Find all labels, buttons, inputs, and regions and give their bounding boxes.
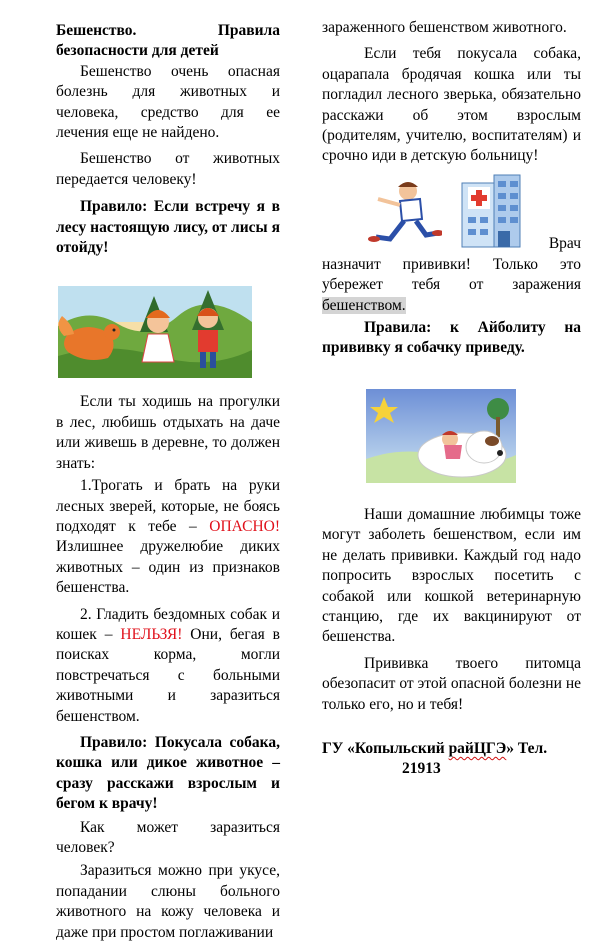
highlighted-word: бешенством. <box>322 296 406 314</box>
protection-paragraph: Прививка твоего питомца обезопасит от этой опасной болезни не только его, но и тебя! <box>322 654 581 713</box>
warning-nelzya: НЕЛЬЗЯ! <box>120 625 183 643</box>
intro-paragraph: Бешенство очень опасная болезнь для животных и человека, средство для ее лечения еще не найдено. <box>56 62 280 142</box>
footer-organization: ГУ «Копыльский райЦГЭ» Тел. <box>322 739 548 757</box>
rule-bite: Правило: Покусала собака, кошка или дикое животное – сразу расскажи взрослым и бегом к врачу! <box>56 733 280 813</box>
continued-paragraph: зараженного бешенством животного. <box>322 19 567 36</box>
footer-phone: 21913 <box>402 760 441 778</box>
pets-paragraph: Наши домашние любимцы тоже могут заболеть бешенством, если им не делать прививки. Каждый год надо попросить взрослых посетить с собакой или кошкой ветеринарную станцию, где их вакцинируют от бешенства. <box>322 505 581 646</box>
children-fox-illustration <box>58 286 252 378</box>
title-subline: безопасности для детей <box>56 42 219 60</box>
doctor-illustration-row <box>322 171 581 255</box>
running-child-illustration <box>364 177 442 249</box>
hospital-illustration <box>458 171 524 249</box>
title-line <box>56 21 280 41</box>
infection-paragraph: Заразиться можно при укусе, попадании слюны больного животного на кожу человека и даже при простом поглаживании <box>56 862 280 941</box>
right-column <box>322 0 581 780</box>
sleeping-dog-illustration <box>366 389 516 483</box>
vaccination-paragraph: назначит прививки! Только это убережет тебя от заражения бешенством. <box>322 255 581 314</box>
rule-item-2: 2. Гладить бездомных собак и кошек – НЕЛЬЗЯ! Они, бегая в поисках корма, могли повстречаться с больными животными и заразиться бешенством. <box>56 605 280 725</box>
bite-paragraph: Если тебя покусала собака, оцарапала бродячая кошка или ты погладил лесного зверька, обязательно расскажи об этом взрослым (родителям, учителю, воспитателям) и срочно иди в детскую больницу! <box>322 45 581 165</box>
infection-question: Как может заразиться человек? <box>56 818 280 856</box>
title-word: Бешенство. <box>56 22 137 39</box>
vrach-word: Врач <box>548 235 581 253</box>
transmission-paragraph: Бешенство от животных передается человеку! <box>56 150 280 188</box>
title-word-2: Правила <box>217 22 280 39</box>
rule-item-1: 1.Трогать и брать на руки лесных зверей, которые, не боясь подходят к тебе – ОПАСНО! Излишнее дружелюбие диких животных – один из признаков бешенства. <box>56 477 280 597</box>
walks-paragraph: Если ты ходишь на прогулки в лес, любишь отдыхать на даче или живешь в деревне, то должен знать: <box>56 393 280 472</box>
rule-fox: Правило: Если встречу я в лесу настоящую лису, от лисы я отойду! <box>56 198 280 257</box>
left-column <box>56 0 280 943</box>
warning-opasno: ОПАСНО! <box>209 517 280 535</box>
rule-aibolit: Правила: к Айболиту на прививку я собачку приведу. <box>322 319 581 357</box>
